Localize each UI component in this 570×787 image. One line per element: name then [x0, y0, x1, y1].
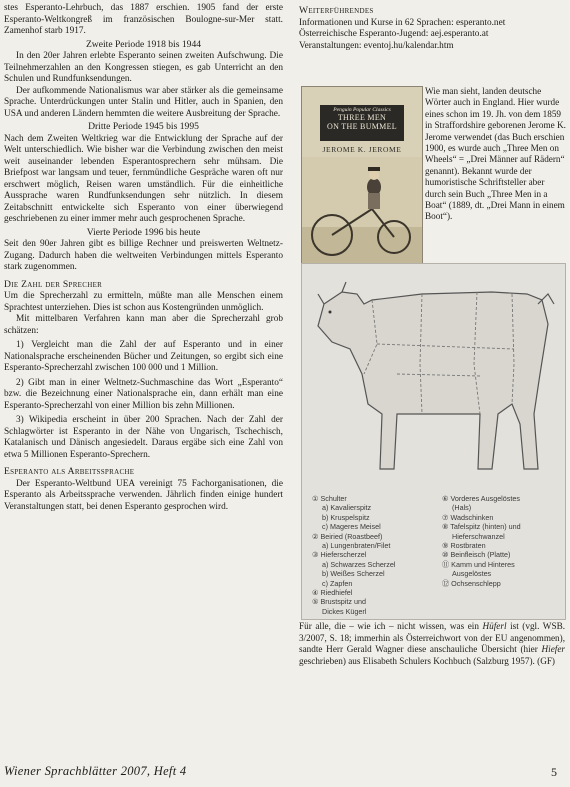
journal-footer: Wiener Sprachblätter 2007, Heft 4 — [4, 764, 187, 778]
figure-caption — [299, 621, 565, 667]
heading-working-language: Esperanto als Arbeitssprache — [4, 466, 135, 477]
legend-entry: ③ Hieferscherzel — [312, 550, 367, 560]
book-commentary: Wie man sieht, landen deutsche Wörter auch in England. Hier wurde eines schon im 19. Jh. von dem 1859 in Straffordshire geborenen Jerome K. Jerome verwendet (das Buch erschien 1900, es wurde auch „Three Men on Wheels“ = „Drei Männer auf Rädern“ genannt). Bekannt wurde der humoristische Schriftsteller aber durch sein Buch „Three Men in a Boat“ (1889, dt. „Drei Mann in einem Boot“). — [425, 86, 566, 222]
legend-entry: ② Beiried (Roastbeef) — [312, 531, 383, 541]
legend-entry: a) Schwarzes Scherzel — [322, 559, 396, 569]
right-column-top — [299, 3, 564, 52]
caption-emphasis-hueferl: Hüferl — [482, 621, 507, 631]
legend-entry: c) Mageres Meisel — [322, 522, 381, 532]
paragraph: 3) Wikipedia erscheint in über 200 Sprachen. Nach der Zahl der Schlagwörter ist Esperanto in der Nähe von Ungarisch, Tschechisch, Katalanisch und Dänisch angesiedelt. Daraus ergäbe sich eine Zahl von etwa 5 Millionen Esperanto-Sprechern. — [4, 415, 283, 460]
legend-entry: c) Zapfen — [322, 578, 353, 588]
paragraph: In den 20er Jahren erlebte Esperanto seinen zweiten Aufschwung. Die Teilnehmerzahlen an den Kongressen stiegen, es gab Unterricht an den Schulen und Rundfunksendungen. — [4, 51, 283, 84]
legend-entry: (Hals) — [452, 503, 472, 513]
legend-entry: ④ Riedhiefel — [312, 588, 353, 598]
legend-entry: ⑤ Brustspitz und — [312, 597, 366, 607]
paragraph: Der aufkommende Nationalismus war aber stärker als die gemeinsame Sprache. Unterdrückungen unter Stalin und Hitler, auch in Spanien, den USA und anderen Ländern hemmten die weitere Ausbreitung der Sprache. — [4, 85, 283, 119]
book-cover-image — [301, 86, 423, 268]
heading-second-period: Zweite Periode 1918 bis 1944 — [85, 38, 202, 50]
legend-entry: Ausgelöstes — [452, 569, 492, 579]
book-title-line-1: THREE MEN — [337, 113, 387, 122]
cow-cuts-illustration — [302, 264, 565, 494]
book-author: JEROME K. JEROME — [322, 145, 402, 154]
heading-further-reading: Weiterführendes — [299, 5, 374, 16]
legend-entry: ① Schulter — [312, 494, 347, 503]
caption-text: Für alle, die – wie ich – nicht wissen, was ein — [299, 621, 483, 631]
heading-third-period: Dritte Periode 1945 bis 1995 — [88, 121, 199, 132]
intro-paragraph: stes Esperanto-Lehrbuch, das 1887 erschien. 1905 fand der erste Esperanto-Weltkongreß im französischen Boulogne-sur-Mer statt. Zamenhof starb 1917. — [4, 3, 283, 36]
book-title-band — [320, 105, 404, 141]
legend-entry: b) Kruspelspitz — [322, 512, 370, 522]
heading-fourth-period: Vierte Periode 1996 bis heute — [86, 226, 201, 238]
bicycle-illustration — [302, 157, 422, 267]
legend-entry: Hieferschwanzel — [452, 531, 505, 541]
legend-entry: a) Lungenbraten/Filet — [322, 541, 391, 551]
paragraph: Mit mittelbaren Verfahren kann man aber die Sprecherzahl grob schätzen: — [4, 314, 283, 336]
legend-entry: b) Weißes Scherzel — [322, 569, 385, 579]
paragraph: 2) Gibt man in einer Weltnetz-Suchmaschine das Wort „Esperanto“ bzw. die Bezeichnung einer Nationalsprache ein, dann erhält man eine Esperanto-Sprecherzahl von einer Million bis zehn Millionen. — [4, 377, 283, 411]
heading-speaker-count: Die Zahl der Sprecher — [4, 278, 103, 290]
paragraph: Nach dem Zweiten Weltkrieg war die Entwicklung der Sprache auf der Welt unterschiedlich. Wie bisher war die Verbindung zwischen den meist weit auseinander lebenden Esperantosprechern sehr mühsam. Die Briefpost war langsam und teuer, fernmündliche Gespräche waren oft nur erschwert möglich, Reisen waren umständlich. Für die einheitliche Aussprache waren Rundfunksendungen sehr nützlich. In diesem Zeitabschnitt entwickelte sich Esperanto von einer überwiegend geschriebenen zu einer immer mehr auch gesprochenen Sprache. — [4, 133, 283, 224]
paragraph: 1) Vergleicht man die Zahl der auf Esperanto und in einer Nationalsprache erscheinenden Bücher und Zeitungen, so ergibt sich eine Esperanto-Sprecherzahl zwischen 100 000 und 1 Million. — [4, 340, 283, 373]
left-column — [4, 3, 283, 513]
legend-left-column — [312, 494, 442, 616]
paragraph: Der Esperanto-Weltbund UEA vereinigt 75 Fachorganisationen, die Esperanto als Arbeitssprache verwenden. Jährlich finden einige hundert Veranstaltungen statt, bei denen Esperanto gesprochen wird. — [4, 478, 283, 512]
link-line-aej: Österreichische Esperanto-Jugend: aej.esperanto.at — [299, 29, 489, 39]
link-line-eventoj: Veranstaltungen: eventoj.hu/kalendar.htm — [299, 40, 454, 51]
legend-entry: ⑧ Tafelspitz (hinten) und — [442, 522, 521, 532]
legend-entry: ⑥ Vorderes Ausgelöstes — [442, 494, 520, 503]
paragraph: Um die Sprecherzahl zu ermitteln, müßte man alle Menschen einem Sprachtest unterziehen. Dies ist schon aus Kostengründen unmöglich. — [4, 291, 283, 313]
legend-entry: Dickes Kügerl — [322, 606, 367, 616]
legend-entry: a) Kavalierspitz — [322, 503, 372, 513]
book-publisher: Penguin Popular Classics — [333, 107, 391, 113]
paragraph: Seit den 90er Jahren gibt es billige Rechner und preiswerten Weltnetz-Zugang. Dadurch haben die weltweiten Verbindungen mittels Esperanto stark zugenommen. — [4, 239, 283, 272]
legend-entry: ⑫ Ochsenschlepp — [442, 578, 501, 588]
caption-text: ist (vgl. WSB. 3/2007, S. 18; immerhin als Österreichwort von der EU angenommen), sandte Herr Gerald Wagner diese anschauliche Übersicht (hier — [299, 621, 565, 655]
page-number: 5 — [551, 765, 557, 779]
beef-cuts-figure — [301, 263, 566, 620]
legend-right-column — [442, 494, 562, 588]
caption-emphasis-hiefer: Hiefer — [541, 644, 565, 655]
legend-entry: ⑩ Beinfleisch (Platte) — [442, 550, 511, 560]
legend-entry: ⑦ Wadschinken — [442, 512, 494, 522]
caption-text: geschrieben) aus Elisabeth Schulers Kochbuch (Salzburg 1957). (GF) — [299, 655, 555, 666]
link-line-esperanto-net: Informationen und Kurse in 62 Sprachen: esperanto.net — [299, 17, 506, 28]
legend-entry: ⑨ Rostbraten — [442, 541, 486, 551]
legend-entry: ⑪ Kamm und Hinteres — [442, 559, 515, 569]
book-title-line-2: ON THE BUMMEL — [327, 121, 397, 131]
